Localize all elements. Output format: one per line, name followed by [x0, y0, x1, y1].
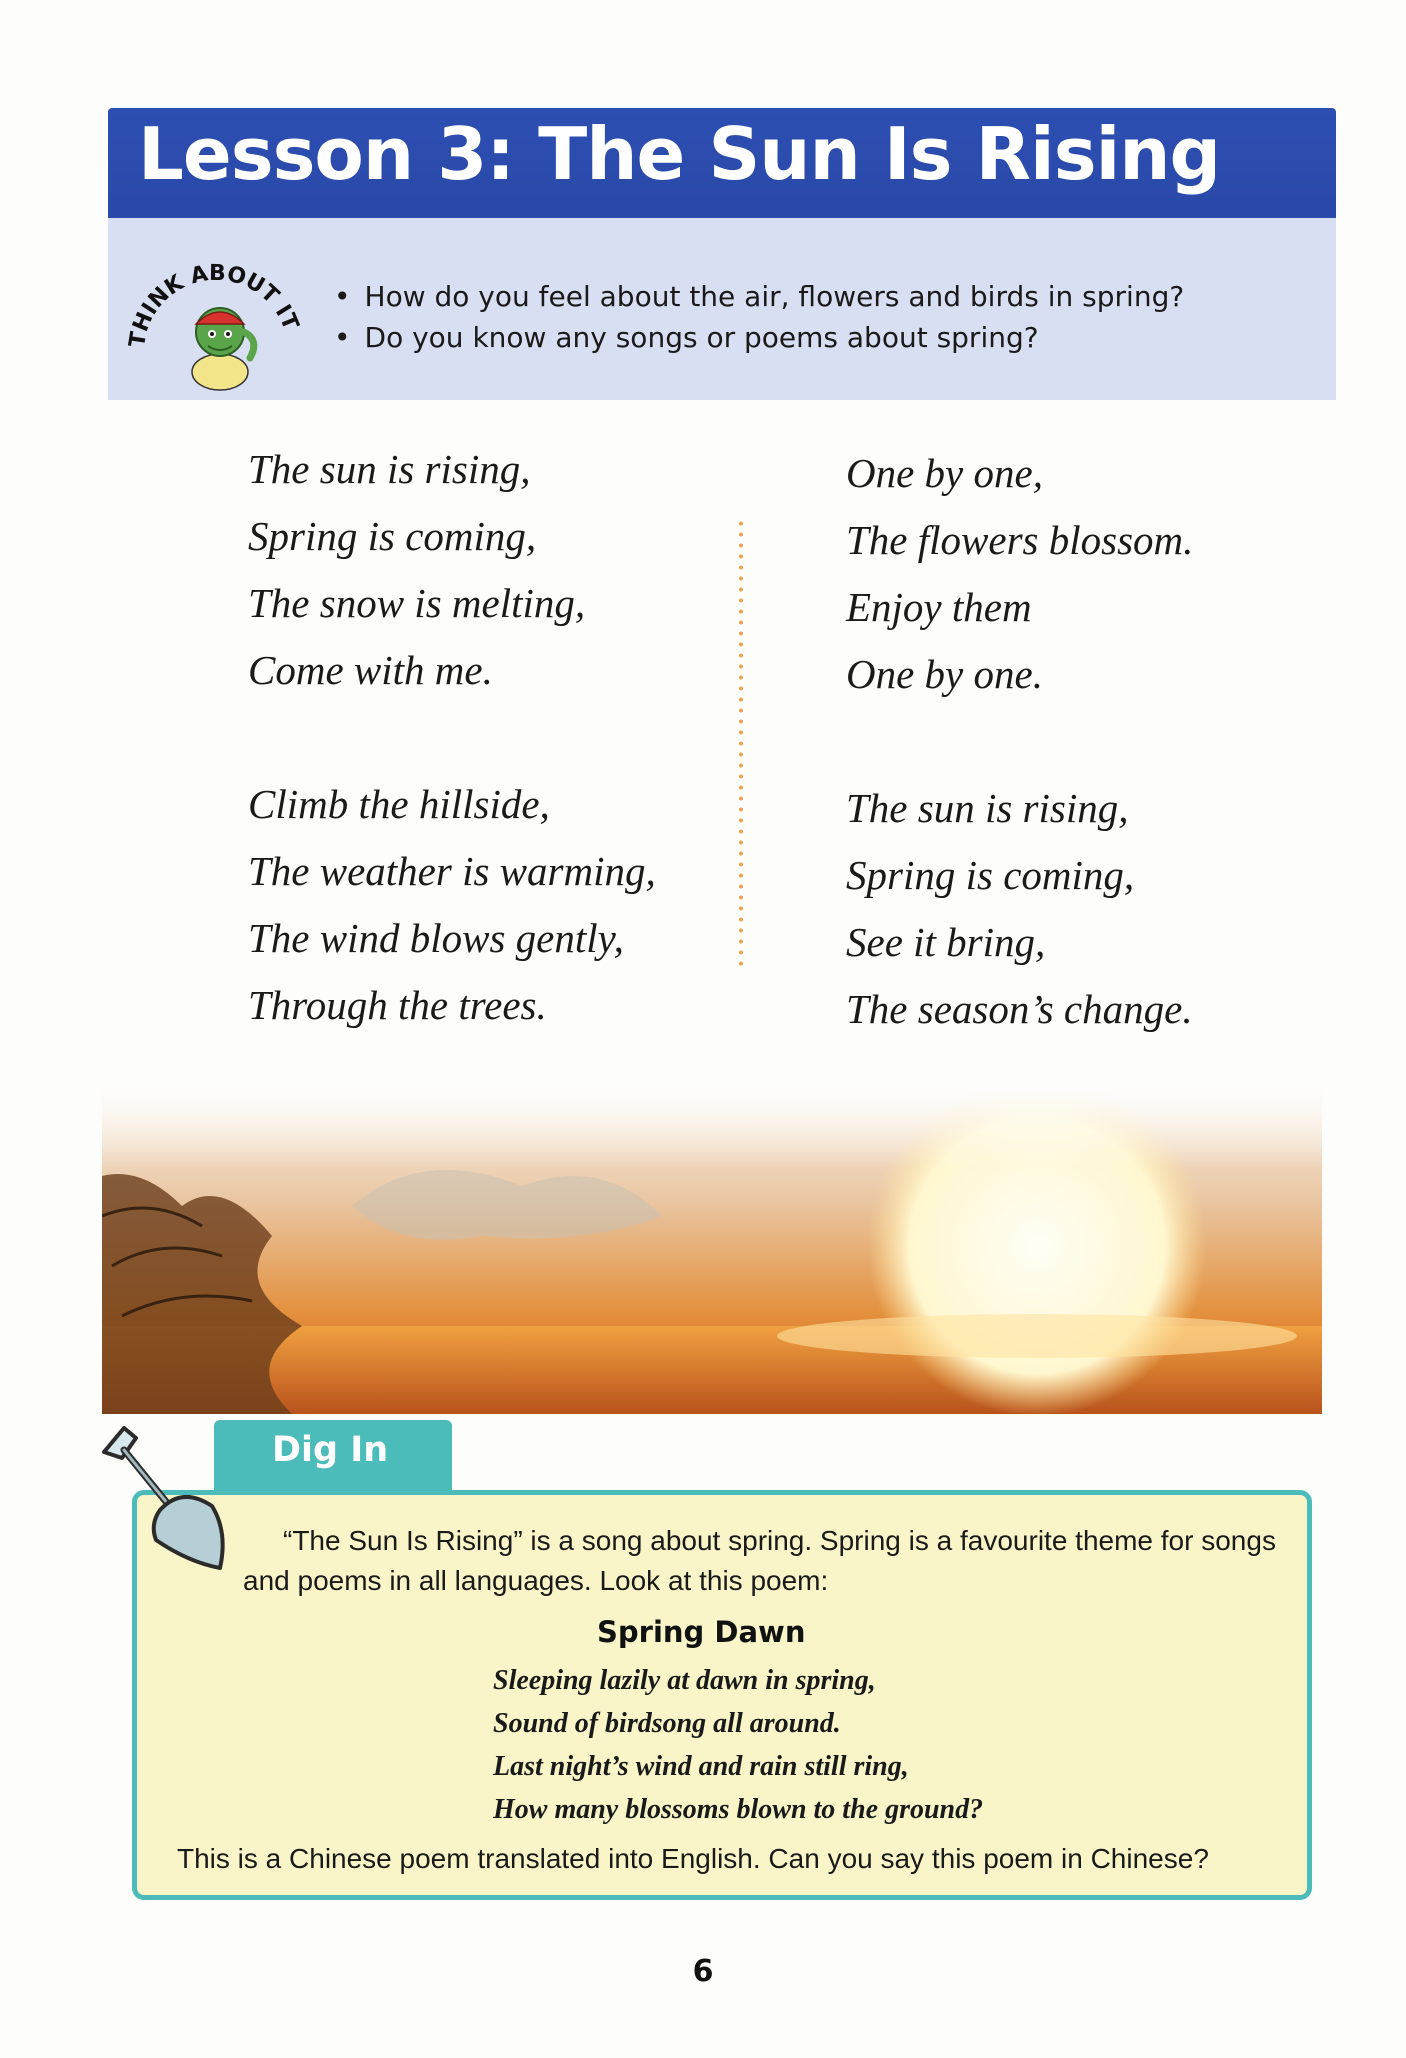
page-number: 6 [692, 1954, 714, 1989]
poem-line: Climb the hillside, [248, 781, 550, 827]
dig-in-tab [214, 1420, 452, 1490]
poem-line: See it bring, [846, 919, 1046, 965]
dig-in-label: Dig In [272, 1430, 389, 1470]
poem-line: Last night’s wind and rain still ring, [493, 1751, 909, 1782]
poem-right-column [846, 440, 1193, 1110]
poem-dotted-divider [739, 518, 743, 966]
lesson-title-bar [108, 108, 1336, 218]
poem-line: Spring is coming, [248, 513, 537, 559]
poem-line: Spring is coming, [846, 852, 1135, 898]
poem-stanza [248, 771, 656, 1039]
dig-in-intro: “The Sun Is Rising” is a song about spring. Spring is a favourite theme for songs and poems in all languages. Look at this poem: [243, 1525, 1276, 1596]
poem-line: Sleeping lazily at dawn in spring, [493, 1665, 876, 1696]
poem-line: The season’s change. [846, 986, 1193, 1032]
mascot-icon [192, 308, 254, 390]
think-about-it-panel [108, 218, 1336, 400]
think-about-it-label: THINK ABOUT IT [124, 260, 303, 349]
think-question: • How do you feel about the air, flowers and birds in spring? [334, 276, 1184, 317]
sunset-image [102, 1086, 1322, 1414]
think-about-it-badge [122, 232, 312, 392]
poem-line: The sun is rising, [846, 785, 1129, 831]
poem-line: How many blossoms blown to the ground? [493, 1794, 984, 1825]
think-question: • Do you know any songs or poems about spring? [334, 317, 1184, 358]
poem-line: Enjoy them [846, 584, 1032, 630]
shovel-icon [94, 1422, 242, 1572]
poem-line: Through the trees. [248, 982, 547, 1028]
poem-stanza [846, 775, 1193, 1043]
poem-line: The snow is melting, [248, 580, 586, 626]
poem-line: Come with me. [248, 647, 493, 693]
poem-line: Sound of birdsong all around. [493, 1708, 841, 1739]
lesson-title: Lesson 3: The Sun Is Rising [138, 112, 1221, 196]
poem-line: One by one. [846, 651, 1043, 697]
poem-stanza [846, 440, 1193, 708]
poem-line: The flowers blossom. [846, 517, 1194, 563]
poem-stanza [248, 436, 656, 704]
poem-left-column [248, 436, 656, 1106]
poem-line: One by one, [846, 450, 1043, 496]
spring-dawn-poem [493, 1659, 983, 1831]
spring-dawn-title: Spring Dawn [597, 1615, 806, 1649]
poem-line: The wind blows gently, [248, 915, 624, 961]
dig-in-box [132, 1490, 1312, 1900]
poem-line: The weather is warming, [248, 848, 656, 894]
poem-line: The sun is rising, [248, 446, 531, 492]
dig-in-outro: This is a Chinese poem translated into English. Can you say this poem in Chinese? [177, 1843, 1209, 1874]
think-questions-list [334, 276, 1184, 358]
